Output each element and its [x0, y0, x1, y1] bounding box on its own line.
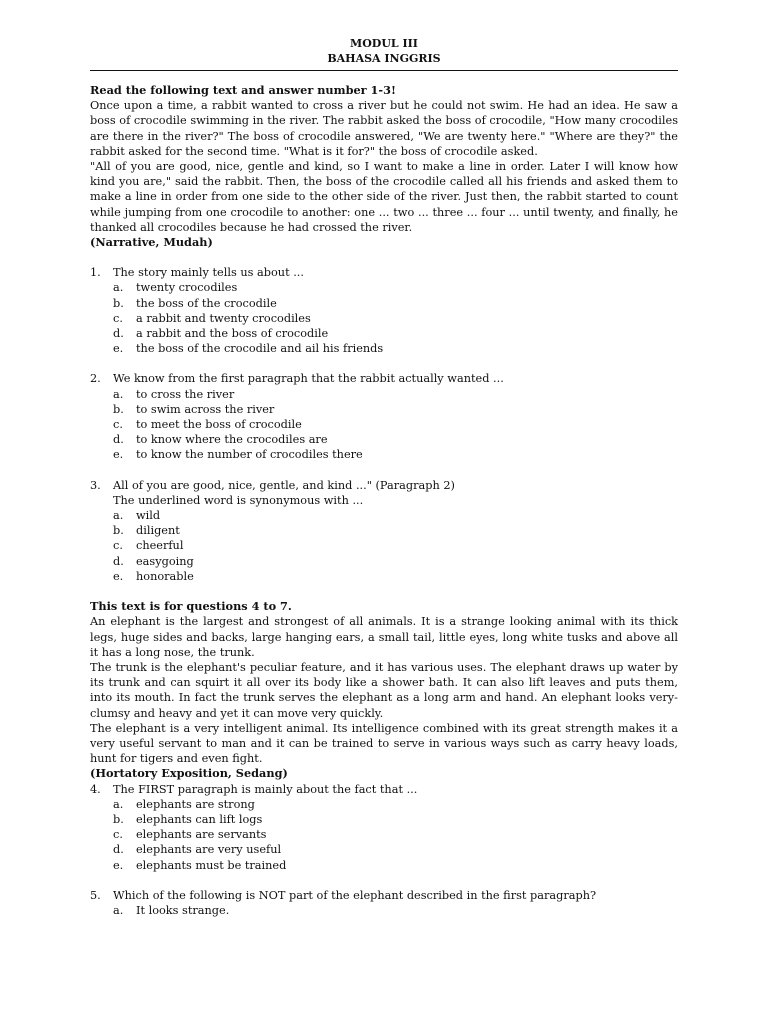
option-list [90, 903, 678, 918]
question-number: 3. [90, 478, 101, 492]
option-text: elephants are very useful [136, 843, 282, 857]
answer-option [90, 326, 678, 341]
option-text: elephants can lift logs [136, 812, 263, 826]
option-text: elephants are servants [136, 828, 267, 842]
answer-option [90, 417, 678, 432]
option-letter: b. [113, 296, 124, 310]
answer-option [90, 523, 678, 538]
option-text: to swim across the river [136, 402, 275, 416]
option-text: twenty crocodiles [136, 281, 238, 295]
question-item [90, 265, 678, 280]
text-type-tag: (Hortatory Exposition, Sedang) [90, 766, 288, 781]
option-text: elephants must be trained [136, 858, 287, 872]
option-letter: e. [113, 448, 124, 462]
section-heading: This text is for questions 4 to 7. [90, 599, 292, 614]
option-text: diligent [136, 524, 180, 538]
option-letter: c. [113, 311, 123, 325]
option-letter: e. [113, 342, 124, 356]
option-letter: b. [113, 402, 124, 416]
subject-title: BAHASA INGGRIS [327, 52, 441, 65]
question-item [90, 888, 678, 903]
question-text: All of you are good, nice, gentle, and kind ..." (Paragraph 2) [113, 478, 455, 492]
option-letter: d. [113, 554, 124, 568]
answer-option [90, 554, 678, 569]
answer-option [90, 903, 678, 918]
question-text: Which of the following is NOT part of the elephant described in the first paragraph? [113, 888, 597, 902]
option-letter: d. [113, 433, 124, 447]
question-item [90, 371, 678, 386]
option-text: to know where the crocodiles are [136, 433, 328, 447]
option-letter: d. [113, 327, 124, 341]
question-number: 2. [90, 372, 101, 386]
option-text: a rabbit and twenty crocodiles [136, 311, 311, 325]
option-letter: e. [113, 569, 124, 583]
option-text: easygoing [136, 554, 194, 568]
passage-paragraph: "All of you are good, nice, gentle and kind, so I want to make a line in order. Later I will know how kind you are," said the rabbit. Then, the boss of the crocodile called all his friends and asked them to make a line in order from one side to the other side of the river. Just then, the rabbit started to count while jumping from one crocodile to another: one ... two ... three ... four ... until twenty, and finally, he thanked all crocodiles because he had crossed the river. [90, 160, 678, 234]
document-page [90, 36, 678, 918]
question-number: 5. [90, 888, 101, 902]
option-list [90, 387, 678, 463]
question-item [90, 478, 678, 493]
header-divider [90, 70, 678, 71]
module-title: MODUL III [350, 37, 418, 50]
question-text: The story mainly tells us about ... [113, 266, 304, 280]
option-text: to cross the river [136, 387, 235, 401]
option-text: elephants are strong [136, 797, 255, 811]
passage-paragraph: Once upon a time, a rabbit wanted to cross a river but he could not swim. He had an idea. He saw a boss of crocodile swimming in the river. The rabbit asked the boss of crocodile, "How many crocodiles are there in the river?" The boss of crocodile answered, "We are twenty here." "Where are they?" the rabbit asked for the second time. "What is it for?" the boss of crocodile asked. [90, 99, 678, 158]
question-subtext: The underlined word is synonymous with ... [113, 493, 364, 507]
option-letter: b. [113, 524, 124, 538]
question-item [90, 782, 678, 797]
option-letter: a. [113, 903, 124, 917]
option-letter: c. [113, 828, 123, 842]
option-letter: b. [113, 812, 124, 826]
answer-option [90, 387, 678, 402]
option-letter: e. [113, 858, 124, 872]
question-number: 4. [90, 782, 101, 796]
option-letter: a. [113, 281, 124, 295]
answer-option [90, 812, 678, 827]
answer-option [90, 296, 678, 311]
option-letter: c. [113, 539, 123, 553]
option-letter: a. [113, 797, 124, 811]
option-list [90, 797, 678, 873]
option-text: honorable [136, 569, 194, 583]
answer-option [90, 827, 678, 842]
option-letter: a. [113, 387, 124, 401]
question-text: We know from the first paragraph that the rabbit actually wanted ... [113, 372, 504, 386]
text-type-tag: (Narrative, Mudah) [90, 235, 213, 250]
section-heading: Read the following text and answer number 1-3! [90, 83, 396, 97]
option-text: a rabbit and the boss of crocodile [136, 327, 329, 341]
option-letter: c. [113, 418, 123, 432]
passage-paragraph: The trunk is the elephant's peculiar feature, and it has various uses. The elephant draws up water by its trunk and can squirt it all over its body like a shower bath. It can also lift leaves and puts them, into its mouth. In fact the trunk serves the elephant as a long arm and hand. An elephant looks very- clumsy and heavy and yet it can move very quickly. [90, 660, 678, 720]
answer-option [90, 432, 678, 447]
option-letter: d. [113, 843, 124, 857]
answer-option [90, 858, 678, 873]
answer-option [90, 402, 678, 417]
option-text: It looks strange. [136, 903, 230, 917]
answer-option [90, 842, 678, 857]
option-text: cheerful [136, 539, 184, 553]
answer-option [90, 569, 678, 584]
option-text: the boss of the crocodile and ail his friends [136, 342, 384, 356]
option-text: the boss of the crocodile [136, 296, 277, 310]
passage-paragraph: The elephant is a very intelligent animal. Its intelligence combined with its great strength makes it a very useful servant to man and it can be trained to serve in various ways such as carry heavy loads, hunt for tigers and even fight. [90, 721, 678, 766]
option-text: to meet the boss of crocodile [136, 418, 302, 432]
option-letter: a. [113, 509, 124, 523]
answer-option [90, 538, 678, 553]
passage-paragraph: An elephant is the largest and strongest of all animals. It is a strange looking animal with its thick legs, huge sides and backs, large hanging ears, a small tail, little eyes, long white tusks and above all it has a long nose, the trunk. [90, 615, 678, 659]
answer-option [90, 508, 678, 523]
answer-option [90, 280, 678, 295]
answer-option [90, 797, 678, 812]
option-list [90, 508, 678, 584]
option-list [90, 280, 678, 356]
question-text: The FIRST paragraph is mainly about the fact that ... [113, 782, 418, 796]
answer-option [90, 341, 678, 356]
option-text: to know the number of crocodiles there [136, 448, 363, 462]
option-text: wild [136, 509, 161, 523]
answer-option [90, 311, 678, 326]
answer-option [90, 447, 678, 462]
question-number: 1. [90, 266, 101, 280]
